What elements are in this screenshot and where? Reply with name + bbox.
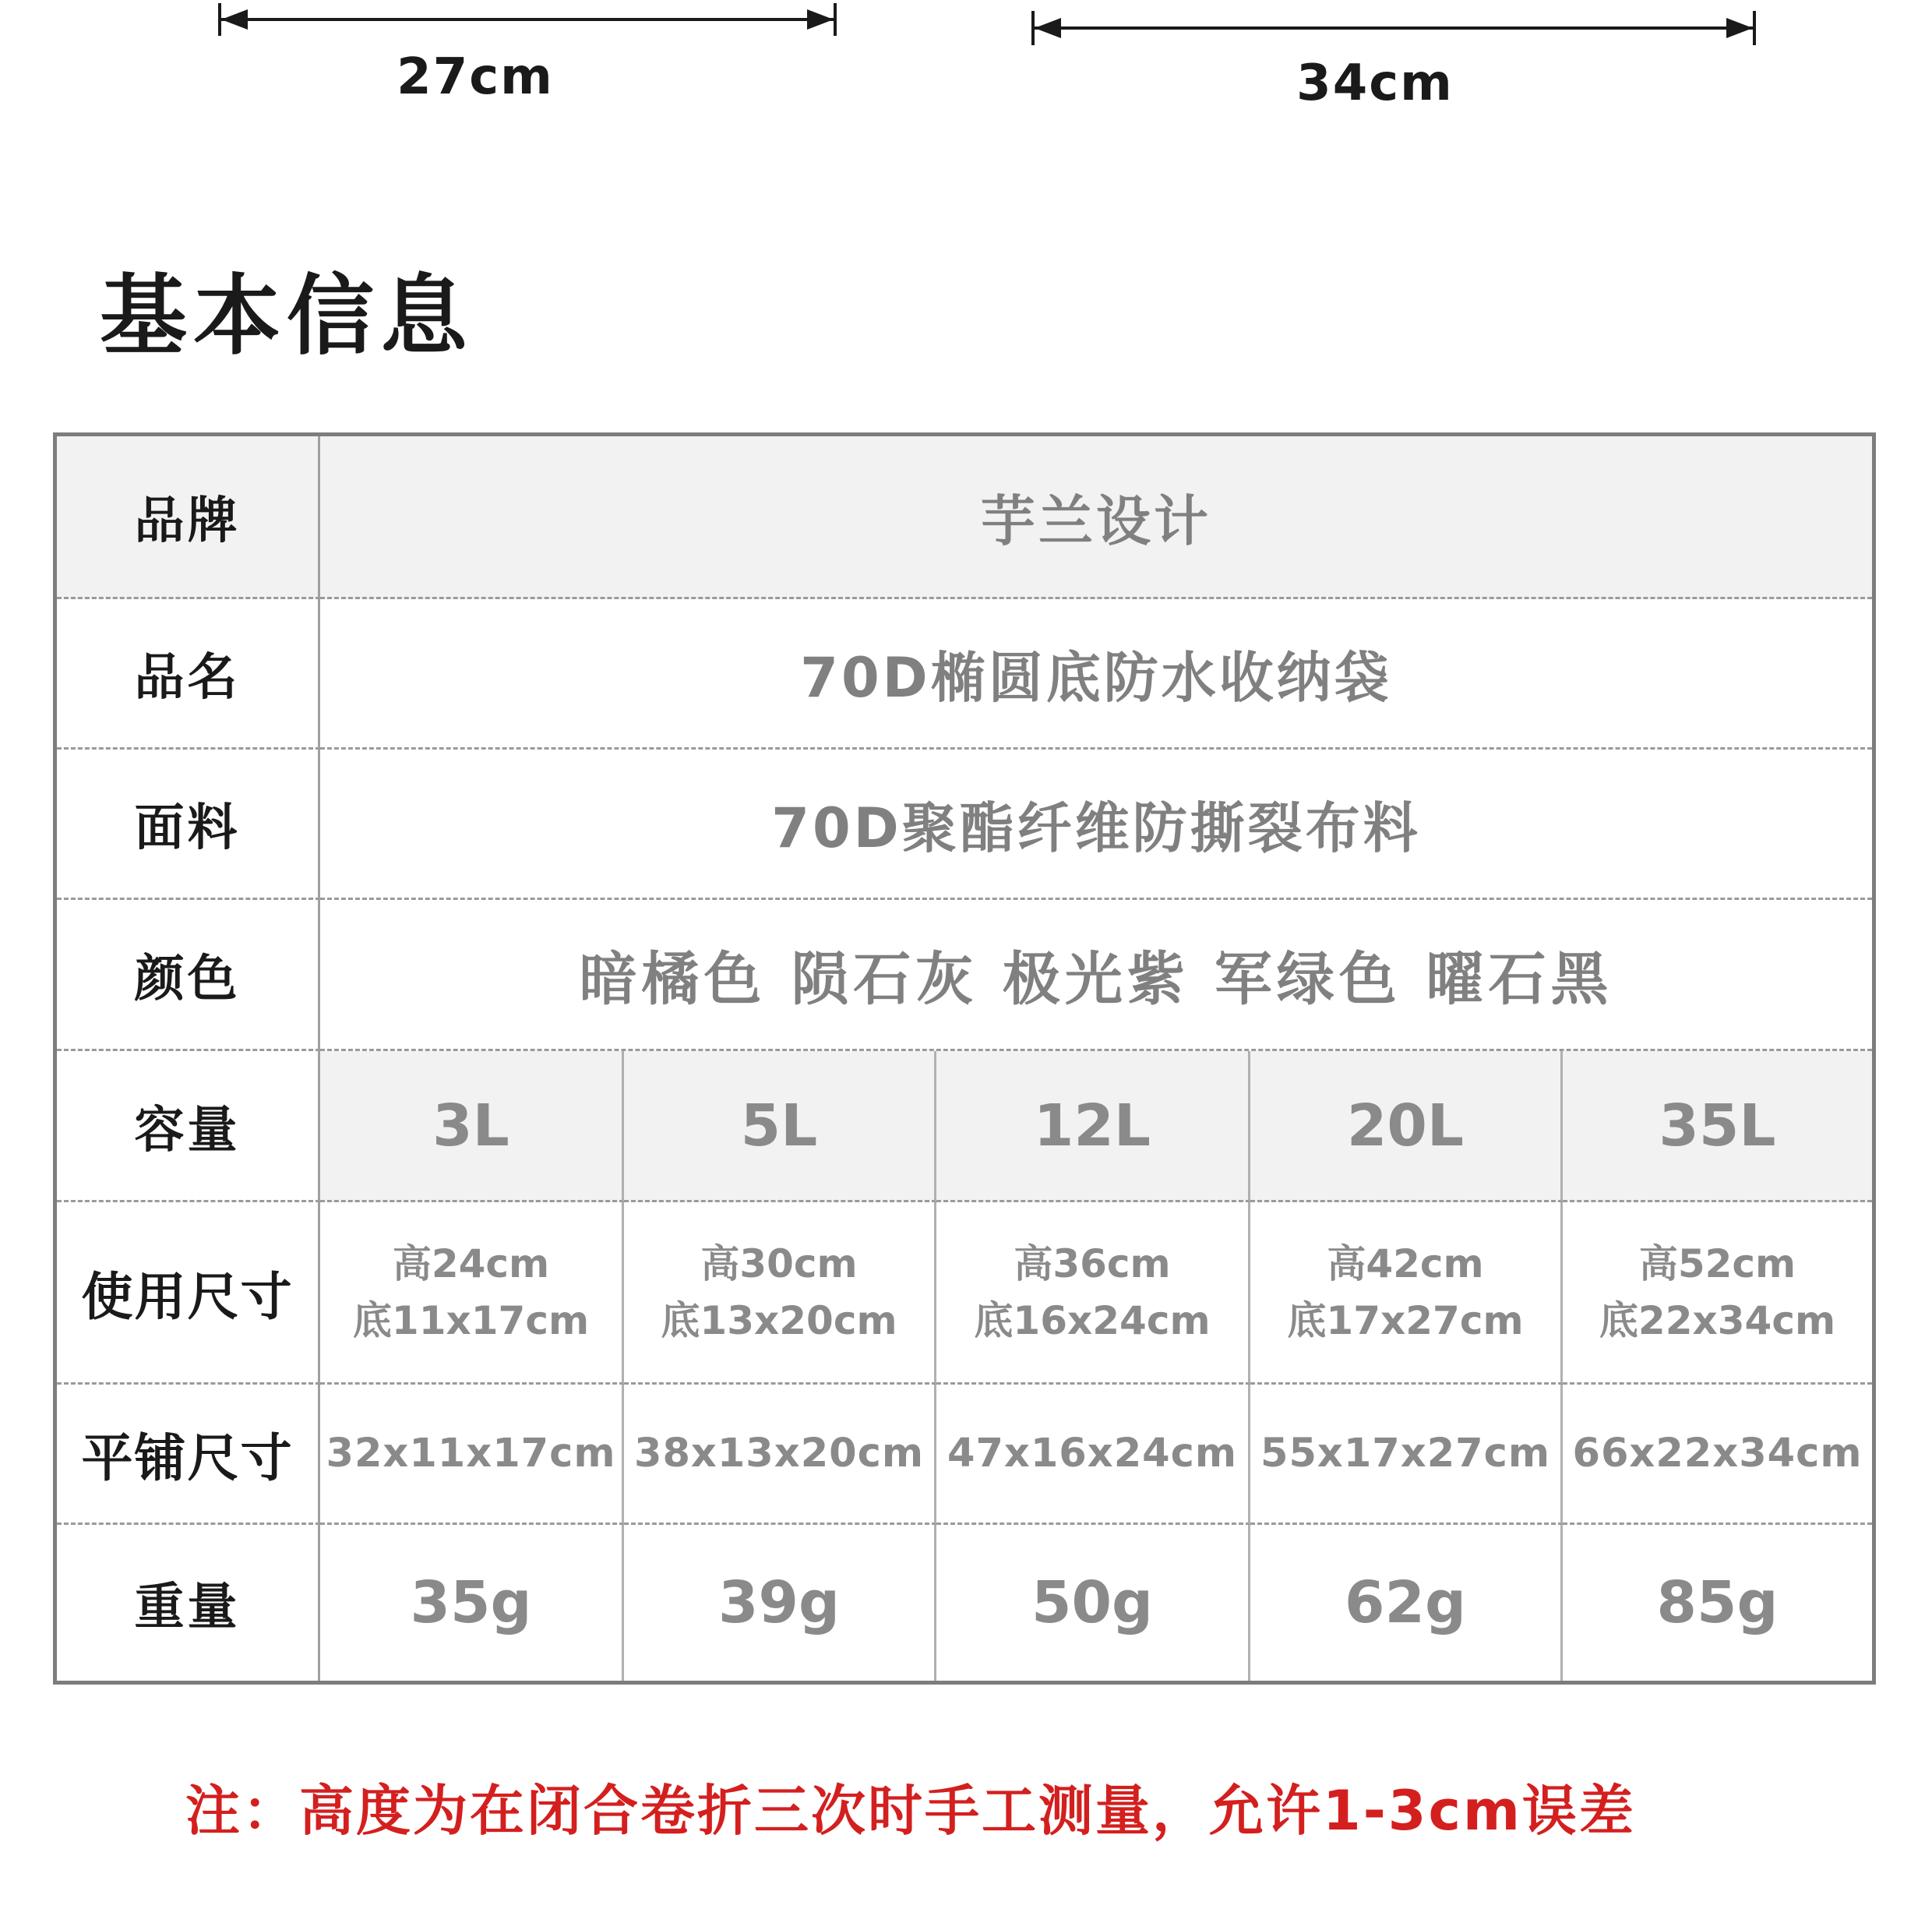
depth-dimension-label: 34cm	[1296, 55, 1454, 112]
section-title: 基本信息	[100, 266, 474, 367]
weight-5l: 39g	[624, 1525, 936, 1681]
use-size-base: 底11x17cm	[352, 1297, 590, 1343]
arrow-right-icon	[807, 9, 834, 30]
label-fabric: 面料	[57, 750, 320, 900]
weight-12l: 50g	[936, 1525, 1250, 1681]
capacity-20l: 20L	[1250, 1051, 1563, 1202]
label-flat-size: 平铺尺寸	[57, 1385, 320, 1525]
label-color: 颜色	[57, 900, 320, 1051]
arrow-left-icon	[221, 9, 248, 30]
use-size-base: 底22x34cm	[1599, 1297, 1836, 1343]
use-size-35l	[1563, 1202, 1872, 1385]
arrow-right-icon	[1726, 18, 1753, 38]
weight-3l: 35g	[320, 1525, 624, 1681]
brand-value: 芋兰设计	[320, 436, 1872, 599]
capacity-5l: 5L	[624, 1051, 936, 1202]
label-capacity: 容量	[57, 1051, 320, 1202]
flat-size-3l: 32x11x17cm	[320, 1385, 624, 1525]
use-size-base: 底17x27cm	[1287, 1297, 1524, 1343]
flat-size-5l: 38x13x20cm	[624, 1385, 936, 1525]
fabric-value: 70D聚酯纤维防撕裂布料	[320, 750, 1872, 900]
spec-table	[53, 432, 1876, 1685]
use-size-height: 高30cm	[700, 1241, 858, 1286]
depth-dimension-arrow	[1031, 11, 1756, 45]
depth-dimension-line	[1031, 26, 1756, 30]
measurement-note: 注：高度为在闭合卷折三次时手工测量，允许1-3cm误差	[185, 1779, 1636, 1843]
use-size-20l	[1250, 1202, 1563, 1385]
use-size-12l	[936, 1202, 1250, 1385]
use-size-5l	[624, 1202, 936, 1385]
weight-35l: 85g	[1656, 1569, 1779, 1636]
product-name-value: 70D椭圆底防水收纳袋	[320, 599, 1872, 750]
use-size-3l	[320, 1202, 624, 1385]
width-dimension-line	[218, 18, 837, 21]
label-use-size: 使用尺寸	[57, 1202, 320, 1385]
label-product-name: 品名	[57, 599, 320, 750]
capacity-35l: 35L	[1563, 1051, 1872, 1202]
weight-20l: 62g	[1250, 1525, 1563, 1681]
label-brand: 品牌	[57, 436, 320, 599]
width-dimension-arrow	[218, 3, 837, 36]
width-dimension-label: 27cm	[397, 48, 554, 106]
use-size-height: 高42cm	[1327, 1241, 1484, 1286]
capacity-12l: 12L	[936, 1051, 1250, 1202]
use-size-height: 高52cm	[1638, 1241, 1796, 1286]
width-dimension-tick-right	[834, 3, 837, 36]
colors-value: 暗橘色 陨石灰 极光紫 军绿色 曜石黑	[320, 900, 1872, 1051]
depth-dimension-tick-right	[1753, 11, 1756, 45]
capacity-3l: 3L	[320, 1051, 624, 1202]
use-size-height: 高36cm	[1014, 1241, 1171, 1286]
arrow-left-icon	[1035, 18, 1061, 38]
flat-size-20l: 55x17x27cm	[1250, 1385, 1563, 1525]
use-size-base: 底16x24cm	[974, 1297, 1211, 1343]
use-size-height: 高24cm	[392, 1241, 550, 1286]
use-size-base: 底13x20cm	[661, 1297, 897, 1343]
label-weight: 重量	[57, 1525, 320, 1681]
flat-size-35l: 66x22x34cm	[1563, 1385, 1872, 1525]
flat-size-12l: 47x16x24cm	[936, 1385, 1250, 1525]
